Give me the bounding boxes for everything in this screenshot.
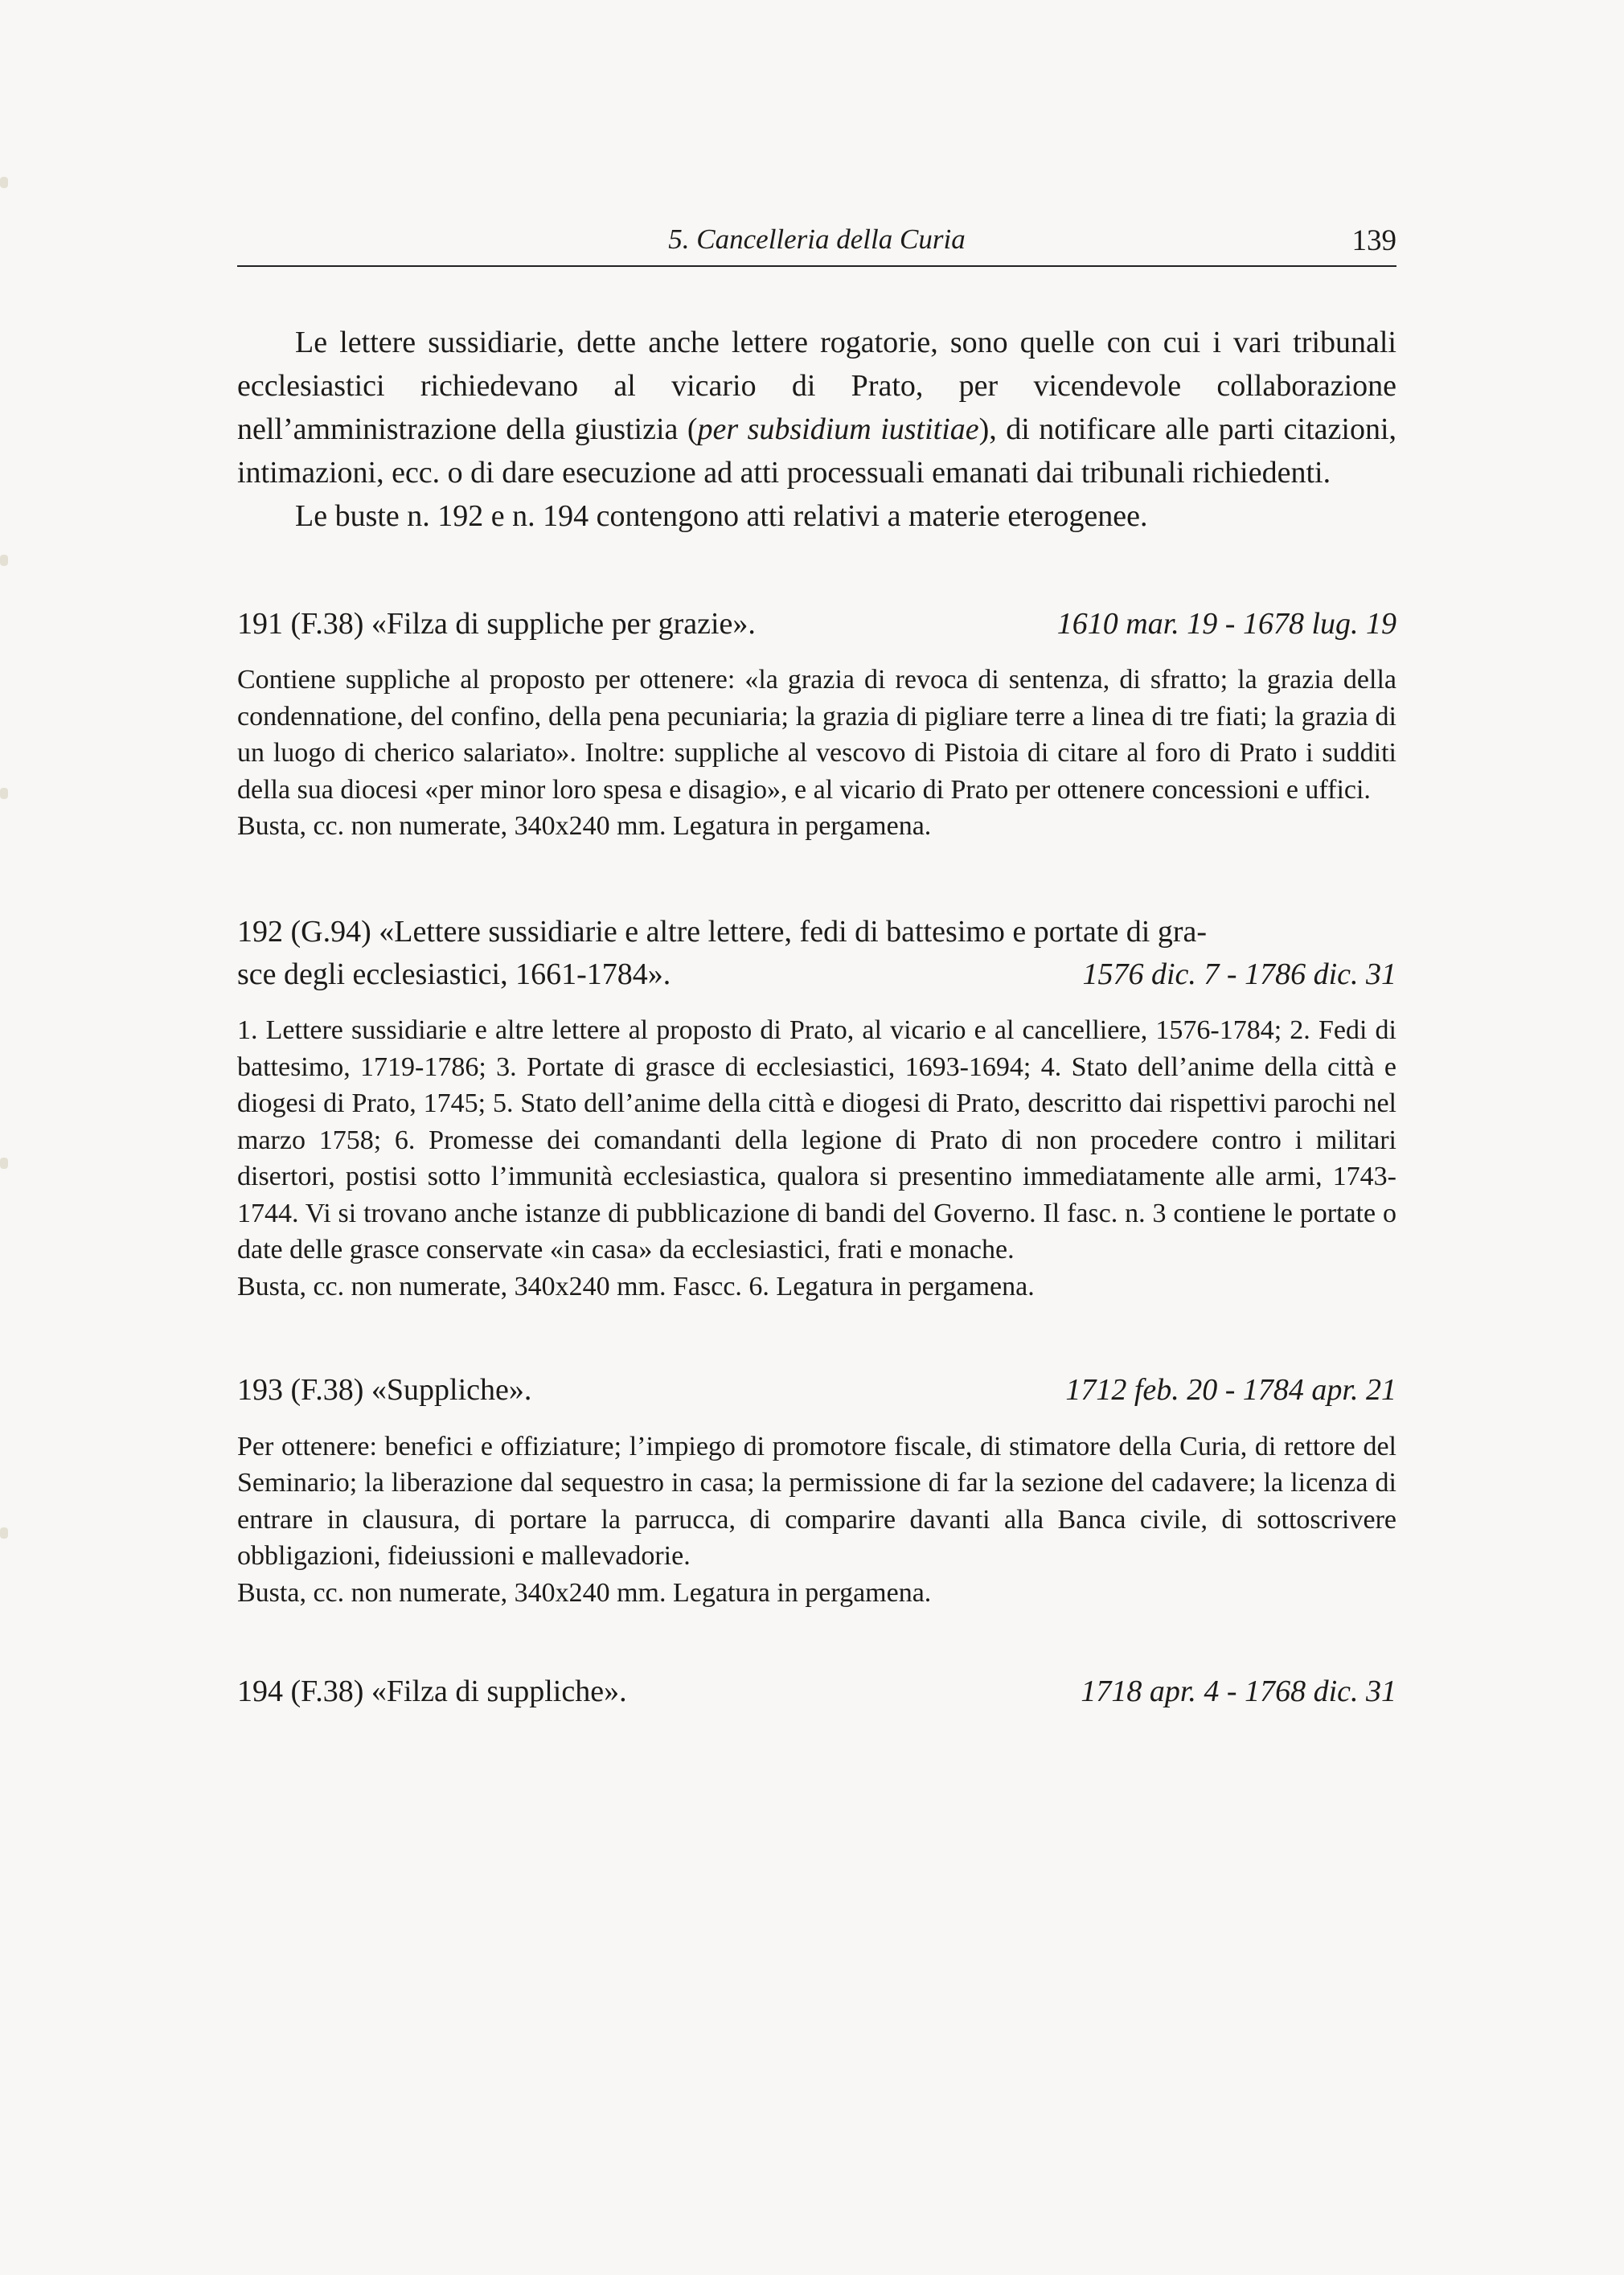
entry-description: Contiene suppliche al proposto per ottenere: «la grazia di revoca di sentenza, di sfratto; la grazia della condennatione, del confino, della pena pecuniaria; la grazia di pigliare terre a linea di tre fiati; la grazia di un luogo di cherico salariato». Inoltre: suppliche al vescovo di Pistoia di citare al foro di Prato i sudditi della sua diocesi «per minor loro spesa e disagio», e al vicario di Prato per ottenere concessioni e uffici. bbox=[237, 664, 1396, 805]
entry-193 bbox=[237, 1369, 1396, 1611]
page-number: 139 bbox=[1351, 224, 1396, 257]
intro-paragraph-2: Le buste n. 192 e n. 194 contengono atti relativi a materie eterogenee. bbox=[295, 498, 1148, 533]
entry-date: 1712 feb. 20 - 1784 apr. 21 bbox=[1065, 1373, 1396, 1408]
binding-mark bbox=[0, 788, 8, 799]
entry-date: 1576 dic. 7 - 1786 dic. 31 bbox=[1082, 957, 1396, 991]
entry-title: 194 (F.38) «Filza di suppliche». bbox=[237, 1674, 627, 1709]
entry-heading bbox=[237, 911, 1396, 996]
entry-date: 1718 apr. 4 - 1768 dic. 31 bbox=[1081, 1674, 1396, 1709]
entry-heading bbox=[237, 1670, 1396, 1713]
binding-mark bbox=[0, 555, 8, 566]
entry-physical-description: Busta, cc. non numerate, 340x240 mm. Legatura in pergamena. bbox=[237, 811, 932, 842]
entry-192 bbox=[237, 911, 1396, 1306]
latin-phrase: per subsidium iustitiae bbox=[697, 412, 979, 446]
entry-heading bbox=[237, 1369, 1396, 1412]
page-body bbox=[237, 322, 1396, 1714]
running-header bbox=[237, 219, 1396, 267]
intro-text: Le lettere sussidiarie, dette anche lettere rogatorie, sono quelle con cui i vari tribunali ecclesiastici richiedevano al vicario di Prato, per vicendevole collaborazione nell’amministrazione della giustizia ( bbox=[237, 326, 1396, 446]
entry-physical-description: Busta, cc. non numerate, 340x240 mm. Fascc. 6. Legatura in pergamena. bbox=[237, 1271, 1035, 1301]
entry-title-line-2: sce degli ecclesiastici, 1661-1784». bbox=[237, 957, 671, 991]
entry-date: 1610 mar. 19 - 1678 lug. 19 bbox=[1056, 606, 1396, 641]
entry-description: 1. Lettere sussidiarie e altre lettere al proposto di Prato, al vicario e al cancelliere, 1576-1784; 2. Fedi di battesimo, 1719-1786; 3. Portate di grasce di ecclesiastici, 1693-1694; 4. Stato dell’anime della città e diogesi di Prato, 1745; 5. Stato dell’anime della città e diogesi di Prato, descritto dai rispettivi parochi nel marzo 1758; 6. Promesse dei comandanti della legione di Prato di non procedere contro i militari disertori, postisi sotto l’immunità ecclesiastica, qualora si presentino immediatamente alle armi, 1743-1744. Vi si trovano anche istanze di pubblicazione di bandi del Governo. Il fasc. n. 3 contiene le portate o date delle grasce conservate «in casa» da ecclesiastici, frati e monache. bbox=[237, 1015, 1396, 1265]
entry-physical-description: Busta, cc. non numerate, 340x240 mm. Legatura in pergamena. bbox=[237, 1577, 932, 1608]
entry-194 bbox=[237, 1670, 1396, 1713]
entry-heading bbox=[237, 603, 1396, 646]
intro-paragraph-1 bbox=[237, 322, 1396, 495]
binding-mark bbox=[0, 1527, 8, 1539]
running-title: 5. Cancelleria della Curia bbox=[668, 223, 966, 255]
entry-191 bbox=[237, 603, 1396, 845]
entry-title-line-2-row bbox=[237, 953, 1396, 996]
entry-description: Per ottenere: benefici e offiziature; l’impiego di promotore fiscale, di stimatore della Curia, di rettore del Seminario; la liberazione dal sequestro in casa; la permissione di far la sezione del cadavere; la licenza di entrare in clausura, di portare la parrucca, di comparire davanti alla Banca civile, di sottoscrivere obbligazioni, fideiussioni e mallevadorie. bbox=[237, 1431, 1396, 1572]
binding-mark bbox=[0, 177, 8, 188]
binding-mark bbox=[0, 1158, 8, 1169]
intro-text-end: ), di notificare alle parti citazioni, intimazioni, ecc. o di dare esecuzione ad atti processuali emanati dai tribunali richiedenti. bbox=[237, 412, 1396, 490]
entry-title: 191 (F.38) «Filza di suppliche per grazie». bbox=[237, 606, 756, 641]
entry-title-line-1: 192 (G.94) «Lettere sussidiarie e altre lettere, fedi di battesimo e portate di gra- bbox=[237, 914, 1208, 949]
entry-title: 193 (F.38) «Suppliche». bbox=[237, 1373, 532, 1408]
